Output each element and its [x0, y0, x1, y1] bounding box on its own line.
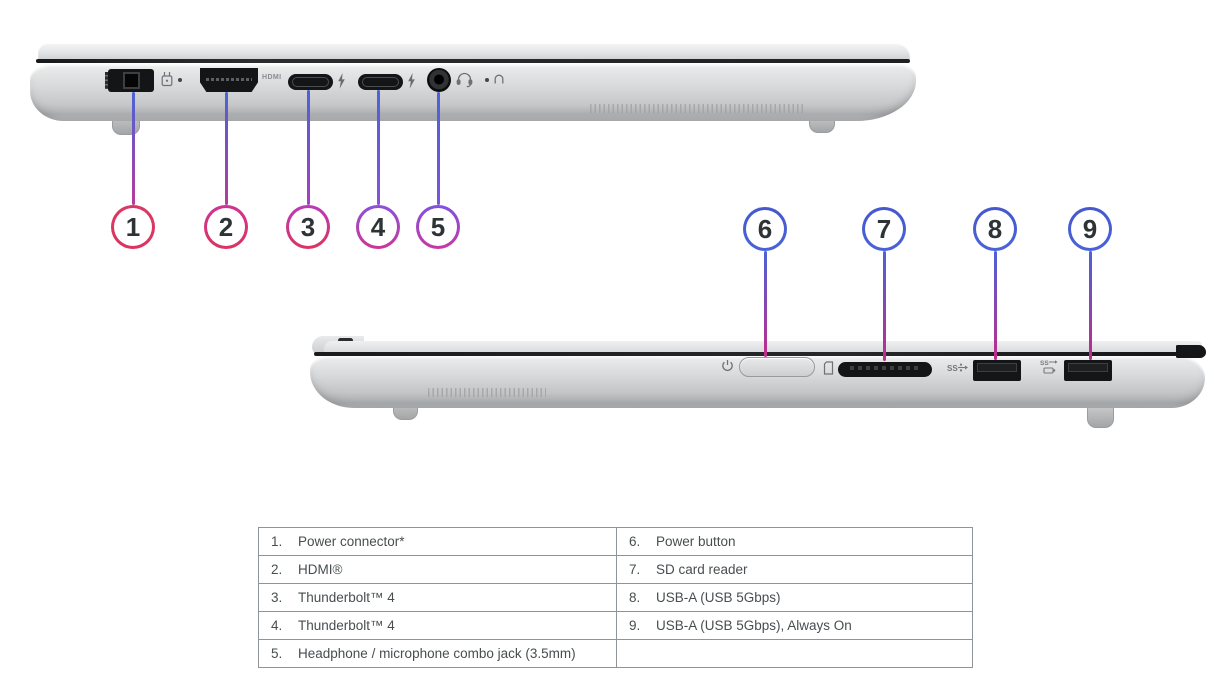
svg-text:SS: SS: [1040, 360, 1049, 367]
callout-line: [883, 251, 886, 361]
callout-9: [1068, 207, 1112, 360]
port-label: Thunderbolt™ 4: [298, 590, 395, 605]
callout-3: [286, 90, 330, 249]
callout-number: 4: [359, 208, 397, 246]
callout-line: [307, 90, 310, 205]
usb-a-port-2: [1064, 360, 1112, 381]
thunderbolt-bolt-icon: [337, 73, 346, 89]
table-cell: 9. USB-A (USB 5Gbps), Always On: [617, 612, 973, 640]
display-bumper: [1176, 345, 1206, 358]
table-cell: 6. Power button: [617, 528, 973, 556]
callout-number: 9: [1071, 210, 1109, 248]
callout-number: 8: [976, 210, 1014, 248]
port-label: Thunderbolt™ 4: [298, 618, 395, 633]
power-symbol-icon: [721, 359, 734, 372]
callout-circle: [356, 205, 400, 249]
lid-base-seam: [36, 59, 910, 63]
table-row: [259, 556, 973, 584]
table-cell: 7. SD card reader: [617, 556, 973, 584]
callout-7: [862, 207, 906, 361]
callout-number: 6: [746, 210, 784, 248]
table-cell: 4. Thunderbolt™ 4: [259, 612, 617, 640]
callout-number: 7: [865, 210, 903, 248]
ports-legend-table: [258, 527, 973, 668]
callout-circle: [416, 205, 460, 249]
callout-circle: [286, 205, 330, 249]
thunderbolt-port-2: [358, 74, 403, 90]
table-row: [259, 528, 973, 556]
power-connector-port: [108, 69, 154, 92]
callout-circle: [204, 205, 248, 249]
thunderbolt-bolt-icon: [407, 73, 416, 89]
vent-grille: [428, 388, 546, 397]
port-label: HDMI®: [298, 562, 343, 577]
port-label: Power button: [656, 534, 736, 549]
table-cell: 5. Headphone / microphone combo jack (3.5mm): [259, 640, 617, 668]
table-row: [259, 612, 973, 640]
callout-circle: [111, 205, 155, 249]
callout-line: [764, 251, 767, 357]
hdmi-port: [200, 68, 258, 92]
headphone-jack-port: [427, 68, 451, 92]
table-cell: 1. Power connector*: [259, 528, 617, 556]
callout-4: [356, 90, 400, 249]
table-cell: 3. Thunderbolt™ 4: [259, 584, 617, 612]
callout-6: [743, 207, 787, 357]
callout-2: [204, 92, 248, 249]
port-label: Headphone / microphone combo jack (3.5mm): [298, 646, 576, 661]
table-cell: [617, 640, 973, 668]
novo-hole-icon: [493, 73, 505, 85]
headset-icon: [456, 71, 473, 88]
sd-card-slot: [838, 362, 932, 377]
callout-8: [973, 207, 1017, 360]
callout-number: 3: [289, 208, 327, 246]
callout-line: [1089, 251, 1092, 360]
table-row: [259, 584, 973, 612]
thunderbolt-port-1: [288, 74, 333, 90]
power-button: [739, 357, 815, 377]
port-label: SD card reader: [656, 562, 748, 577]
port-label: USB-A (USB 5Gbps): [656, 590, 781, 605]
laptop-left-side-view: [30, 43, 916, 135]
usb-a-port-1: [973, 360, 1021, 381]
callout-5: [416, 92, 460, 249]
vent-grille: [590, 104, 805, 113]
callout-number: 2: [207, 208, 245, 246]
callout-circle: [862, 207, 906, 251]
callout-line: [377, 90, 380, 205]
port-label: USB-A (USB 5Gbps), Always On: [656, 618, 852, 633]
table-row: [259, 640, 973, 668]
callout-line: [437, 92, 440, 205]
table-cell: 2. HDMI®: [259, 556, 617, 584]
sd-card-icon: [823, 361, 834, 375]
usb-always-on-icon: [1040, 358, 1062, 375]
callout-number: 5: [419, 208, 457, 246]
pinhole-led: [485, 78, 489, 82]
charging-led: [178, 78, 182, 82]
callout-line: [225, 92, 228, 205]
callout-circle: [973, 207, 1017, 251]
hdmi-marking: HDMI: [262, 74, 282, 81]
table-cell: 8. USB-A (USB 5Gbps): [617, 584, 973, 612]
callout-circle: [1068, 207, 1112, 251]
port-label: Power connector*: [298, 534, 405, 549]
callout-1: [111, 92, 155, 249]
callout-number: 1: [114, 208, 152, 246]
svg-text:SS: SS: [947, 364, 958, 373]
callout-circle: [743, 207, 787, 251]
usb-5gbps-icon: [947, 362, 969, 374]
callout-line: [994, 251, 997, 360]
ac-power-icon: [160, 71, 174, 88]
laptop-lid-edge: [38, 43, 910, 60]
callout-line: [132, 92, 135, 205]
